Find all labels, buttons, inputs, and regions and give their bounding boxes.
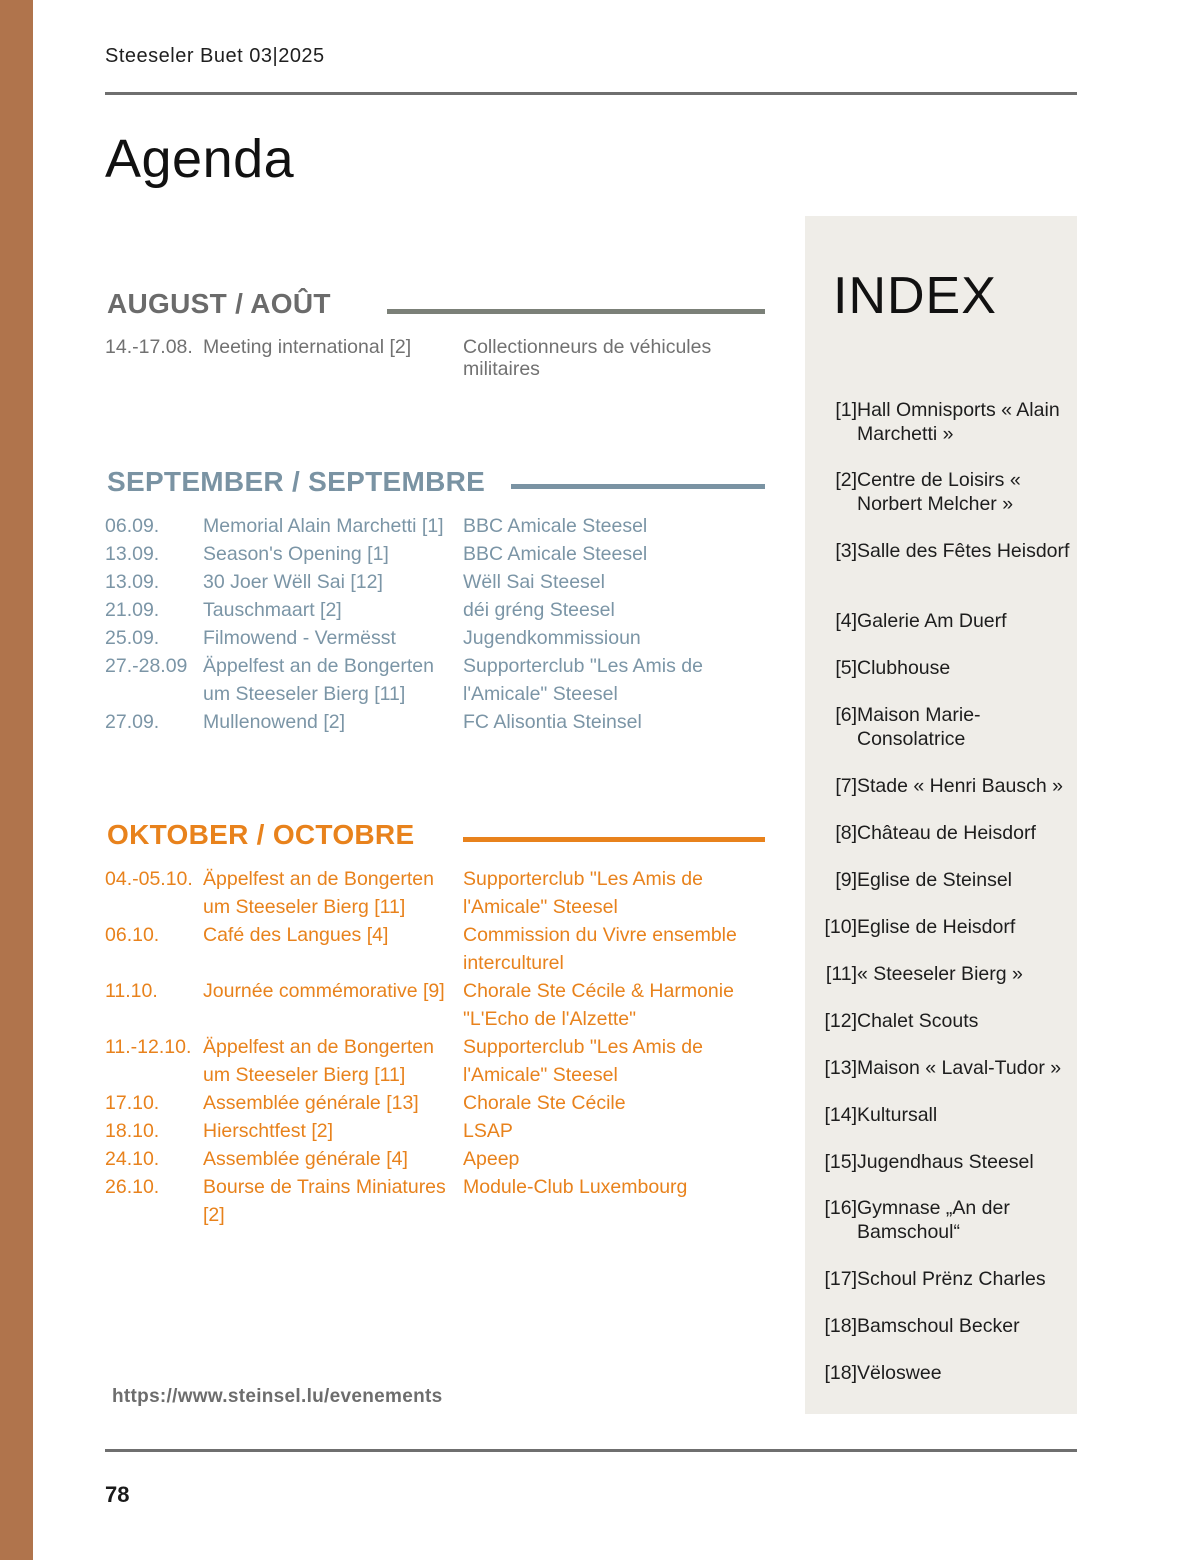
index-number: [15] (824, 1151, 857, 1173)
side-color-bar (0, 0, 33, 1560)
event-organizer: Wëll Sai Steesel (463, 571, 605, 593)
index-location: Maison Marie-Consolatrice (857, 704, 981, 750)
index-number: [11] (825, 963, 857, 985)
index-location: Schoul Prënz Charles (857, 1268, 1046, 1290)
index-number: [3] (835, 540, 857, 562)
event-name: Memorial Alain Marchetti [1] (203, 515, 444, 537)
event-list (105, 512, 765, 736)
event-name: Tauschmaart [2] (203, 599, 342, 621)
event-organizer: déi gréng Steesel (463, 599, 615, 621)
month-header (105, 288, 765, 328)
event-date: 11.10. (105, 980, 158, 1002)
event-organizer: Apeep (463, 1148, 520, 1170)
bottom-divider (105, 1449, 1077, 1452)
event-row (105, 708, 765, 736)
event-date: 27.-28.09 (105, 655, 188, 677)
event-date: 26.10. (105, 1176, 160, 1198)
index-location: Eglise de Steinsel (857, 869, 1013, 891)
index-number: [17] (824, 1268, 857, 1290)
index-number: [12] (824, 1010, 857, 1032)
event-organizer: BBC Amicale Steesel (463, 515, 648, 537)
index-number: [13] (824, 1057, 857, 1079)
event-name: Äppelfest an de Bongerten um Steeseler Bierg [11] (203, 868, 434, 918)
event-organizer: Supporterclub "Les Amis de l'Amicale" Steesel (463, 1036, 703, 1086)
month-header (105, 466, 765, 506)
month-divider-line (387, 309, 765, 314)
index-location: Salle des Fêtes Heisdorf (857, 540, 1070, 562)
month-divider-line (511, 484, 765, 489)
event-row (105, 1145, 765, 1173)
index-location: Kultursall (857, 1104, 938, 1126)
index-location: Galerie Am Duerf (857, 610, 1007, 632)
event-organizer: Module-Club Luxembourg (463, 1176, 688, 1198)
event-row (105, 596, 765, 624)
event-date: 18.10. (105, 1120, 160, 1142)
event-organizer: Chorale Ste Cécile (463, 1092, 626, 1114)
index-number: [5] (835, 657, 857, 679)
event-row (105, 1033, 765, 1089)
page-title: Agenda (105, 129, 295, 189)
index-location: Vëloswee (857, 1362, 942, 1384)
event-date: 17.10. (105, 1092, 160, 1114)
event-row (105, 1089, 765, 1117)
event-name: Meeting international [2] (203, 336, 412, 358)
event-date: 25.09. (105, 627, 160, 649)
index-location: Clubhouse (857, 657, 951, 679)
top-divider (105, 92, 1077, 95)
event-name: Äppelfest an de Bongerten um Steeseler Bierg [11] (203, 1036, 434, 1086)
event-name: Journée commémorative [9] (203, 980, 445, 1002)
month-header (105, 819, 765, 859)
event-row (105, 336, 765, 380)
index-title: INDEX (833, 267, 997, 325)
event-row (105, 512, 765, 540)
event-row (105, 1117, 765, 1145)
month-october (105, 819, 765, 1226)
event-date: 21.09. (105, 599, 160, 621)
index-location: Chalet Scouts (857, 1010, 979, 1032)
event-organizer: Collectionneurs de véhicules militaires (463, 336, 712, 380)
event-organizer: FC Alisontia Steinsel (463, 711, 642, 733)
event-name: Filmowend - Vermësst (203, 627, 396, 649)
event-date: 04.-05.10. (105, 868, 193, 890)
index-number: [16] (824, 1197, 857, 1219)
event-date: 27.09. (105, 711, 160, 733)
index-number: [14] (824, 1104, 857, 1126)
events-url-link[interactable]: https://www.steinsel.lu/evenements (112, 1386, 443, 1407)
index-number: [10] (824, 916, 857, 938)
event-list (105, 865, 765, 1229)
event-name: 30 Joer Wëll Sai [12] (203, 571, 383, 593)
event-date: 13.09. (105, 571, 160, 593)
event-row (105, 1173, 765, 1229)
index-location: Jugendhaus Steesel (857, 1151, 1034, 1173)
month-title: AUGUST / AOÛT (107, 288, 331, 319)
event-organizer: Jugendkommissioun (463, 627, 641, 649)
event-row (105, 540, 765, 568)
page-number: 78 (105, 1482, 130, 1507)
event-organizer: BBC Amicale Steesel (463, 543, 648, 565)
event-row (105, 652, 765, 708)
event-organizer: Commission du Vivre ensemble interculturel (463, 924, 737, 974)
index-location: Gymnase „An der Bamschoul“ (857, 1197, 1010, 1243)
index-number: [4] (835, 610, 857, 632)
index-location: Eglise de Heisdorf (857, 916, 1016, 938)
index-location: Bamschoul Becker (857, 1315, 1020, 1337)
event-row (105, 624, 765, 652)
month-title: OKTOBER / OCTOBRE (107, 819, 415, 850)
index-number: [9] (835, 869, 857, 891)
event-name: Café des Langues [4] (203, 924, 389, 946)
event-name: Äppelfest an de Bongerten um Steeseler Bierg [11] (203, 655, 434, 705)
index-location: Hall Omnisports « Alain Marchetti » (857, 399, 1060, 445)
month-september (105, 466, 765, 733)
event-organizer: Supporterclub "Les Amis de l'Amicale" Steesel (463, 868, 703, 918)
event-organizer: LSAP (463, 1120, 513, 1142)
event-name: Season's Opening [1] (203, 543, 389, 565)
event-name: Assemblée générale [4] (203, 1148, 408, 1170)
index-number: [7] (835, 775, 857, 797)
publication-header: Steeseler Buet 03|2025 (105, 45, 325, 67)
event-date: 14.-17.08. (105, 336, 193, 358)
index-number: [2] (835, 469, 857, 491)
event-organizer: Supporterclub "Les Amis de l'Amicale" Steesel (463, 655, 703, 705)
index-location: « Steeseler Bierg » (857, 963, 1023, 985)
event-date: 06.10. (105, 924, 160, 946)
event-row (105, 865, 765, 921)
month-title: SEPTEMBER / SEPTEMBRE (107, 466, 486, 497)
index-location: Maison « Laval-Tudor » (857, 1057, 1062, 1079)
event-row (105, 568, 765, 596)
index-location: Centre de Loisirs « Norbert Melcher » (857, 469, 1021, 515)
index-number: [18] (824, 1315, 857, 1337)
index-number: [1] (835, 399, 857, 421)
event-name: Mullenowend [2] (203, 711, 346, 733)
event-name: Hierschtfest [2] (203, 1120, 334, 1142)
month-divider-line (463, 837, 765, 842)
event-row (105, 977, 765, 1033)
index-number: [18] (824, 1362, 857, 1384)
event-name: Bourse de Trains Miniatures [2] (203, 1176, 446, 1226)
index-number: [6] (835, 704, 857, 726)
event-date: 24.10. (105, 1148, 160, 1170)
event-date: 13.09. (105, 543, 160, 565)
month-august (105, 288, 765, 380)
index-location: Stade « Henri Bausch » (857, 775, 1063, 797)
event-name: Assemblée générale [13] (203, 1092, 419, 1114)
event-date: 11.-12.10. (105, 1036, 192, 1058)
event-organizer: Chorale Ste Cécile & Harmonie "L'Echo de l'Alzette" (463, 980, 734, 1030)
index-panel (805, 216, 1077, 1414)
index-location: Château de Heisdorf (857, 822, 1036, 844)
event-list (105, 336, 765, 380)
event-date: 06.09. (105, 515, 160, 537)
event-row (105, 921, 765, 977)
index-number: [8] (835, 822, 857, 844)
